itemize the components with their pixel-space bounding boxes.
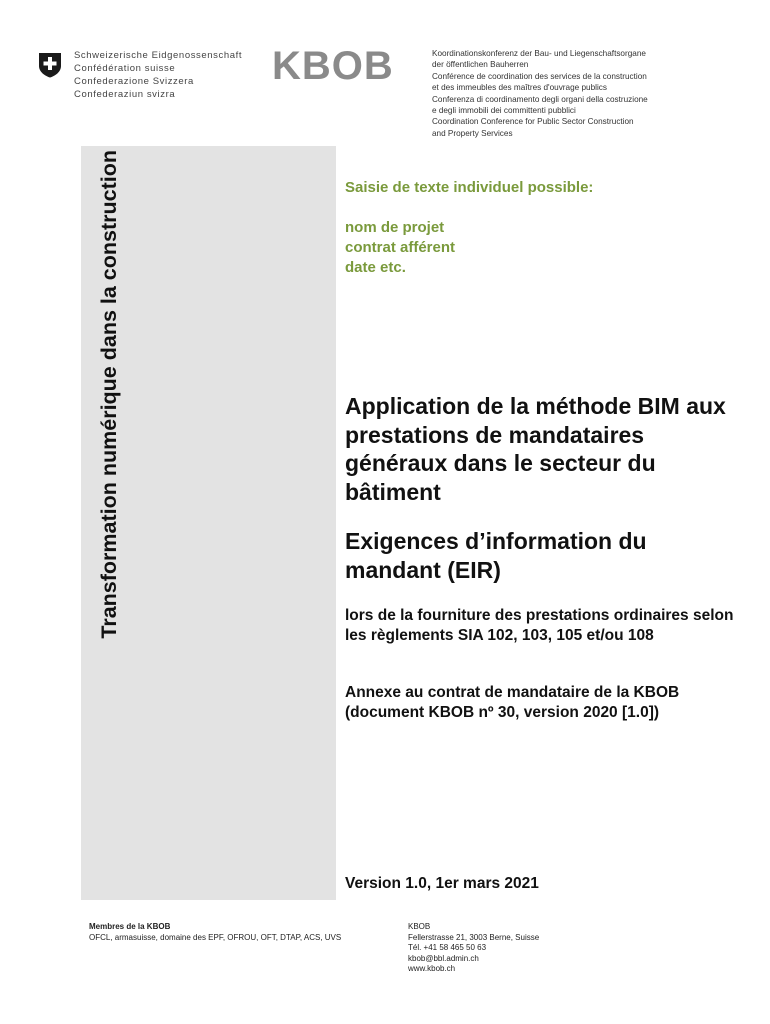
note-line: contrat afférent [345,239,456,256]
side-title: Transformation numérique dans la construction [97,150,121,639]
document-version: Version 1.0, 1er mars 2021 [345,875,539,892]
kbob-description-line: et des immeubles des maîtres d'ouvrage publics [432,83,607,93]
note-line: date etc. [345,259,406,276]
kbob-description-line: Coordination Conference for Public Sector Construction [432,117,634,127]
kbob-description [432,48,692,139]
kbob-description-line: Conferenza di coordinamento degli organi della costruzione [432,94,648,104]
footer-contact [408,922,539,975]
kbob-logo: KBOB [272,44,394,88]
swiss-coat-of-arms-icon [38,52,62,78]
footer-members-list: OFCL, armasuisse, domaine des EPF, OFROU, OFT, DTAP, ACS, UVS [89,932,342,942]
federal-name: Confederaziun svizra [74,89,176,100]
kbob-description-line: Conférence de coordination des services de la construction [432,71,647,81]
federal-name: Confederazione Svizzera [74,76,194,87]
side-title-container [81,146,131,726]
footer-contact-line: Fellerstrasse 21, 3003 Berne, Suisse [408,932,540,942]
federal-administration-names [74,49,242,101]
footer-members-heading: Membres de la KBOB [89,922,171,931]
document-description: lors de la fourniture des prestations ordinaires selon les règlements SIA 102, 103, 105 et/ou 108 [345,607,734,644]
document-annex-note: Annexe au contrat de mandataire de la KBOB (document KBOB nº 30, version 2020 [1.0]) [345,684,680,721]
footer-contact-line: KBOB [408,922,431,931]
footer-contact-line: Tél. +41 58 465 50 63 [408,943,487,952]
footer-contact-email: kbob@bbl.admin.ch [408,953,479,963]
footer-contact-website: www.kbob.ch [408,964,456,973]
kbob-description-line: and Property Services [432,128,513,138]
federal-name: Confédération suisse [74,63,176,74]
kbob-description-line: Koordinationskonferenz der Bau- und Liegenschaftsorgane [432,49,646,58]
kbob-description-line: der öffentlichen Bauherren [432,60,529,70]
note-lines [345,218,455,278]
federal-name: Schweizerische Eidgenossenschaft [74,50,243,61]
footer-members [89,922,341,943]
document-title: Application de la méthode BIM aux prestations de mandataires généraux dans le secteur du bâtiment [345,393,726,505]
document-subtitle: Exigences d’information du mandant (EIR) [345,528,647,583]
note-heading: Saisie de texte individuel possible: [345,179,594,196]
kbob-description-line: e degli immobili dei committenti pubblici [432,106,576,116]
note-line: nom de projet [345,219,445,236]
